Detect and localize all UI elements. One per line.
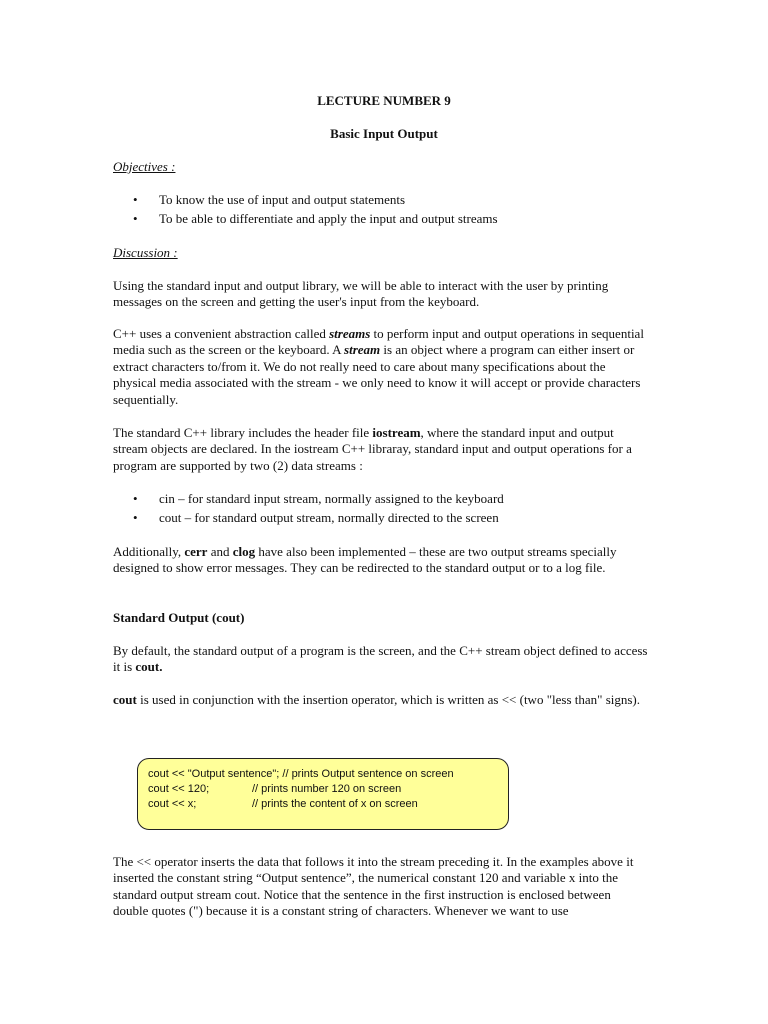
cout-paragraph-2: cout is used in conjunction with the insertion operator, which is written as << (two "less than" signs).	[113, 692, 640, 707]
discussion-paragraph-3: The standard C++ library includes the header file iostream, where the standard input and output stream objects are declared. In the iostream C++ libraray, standard input and output operations for a program are supported by two (2) data streams :	[113, 425, 632, 473]
document-page: LECTURE NUMBER 9 Basic Input Output Objectives : • To know the use of input and output statements • To be able to differentiate and apply the input and output streams Discussion : Using the standard input and output library, we will be able to interact with the user by printing messages on the screen and getting the user's input from the keyboard. C++ uses a convenient abstraction called streams to perform input and output operations in sequential media such as the screen or the keyboard. A stream is an object where a program can either insert or extract characters to/from it. We do not really need to care about many specifications about the physical media associated with the stream - we only need to know it will accept or provide characters sequentially. The standard C++ library includes the header file iostream, where the standard input and output stream objects are declared. In the iostream C++ libraray, standard input and output operations for a program are supported by two (2) data streams : • cin – for standard input stream, normally assigned to the keyboard • cout – for standard output stream, normally directed to the screen Additionally, cerr and clog have also been implemented – these are two output streams specially designed to show error messages. They can be redirected to the standard output or to a log file. Standard Output (cout) By default, the standard output of a program is the screen, and the C++ stream object defined to access it is cout. cout is used in conjunction with the insertion operator, which is written as << (two "less than" signs). cout << "Output sentence"; // prints Output sentence on screen cout << 120; // prints number 120 on screen cout << x; // prints the content of x on screen The << operator inserts the data that follows it into the stream preceding it. In the examples above it inserted the constant string “Output sentence”, the numerical constant 120 and variable x into the standard output stream cout. Notice that the sentence in the first instruction is enclosed between double quotes (") because it is a constant string of characters. Whenever we want to use	[0, 0, 768, 1024]
code-line-2: cout << 120; // prints number 120 on screen	[148, 783, 402, 795]
discussion-paragraph-2: C++ uses a convenient abstraction called streams to perform input and output operations in sequential media such as the screen or the keyboard. A stream is an object where a program can either insert or extract characters to/from it. We do not really need to care about many specifications about the physical media associated with the stream - we only need to know it will accept or provide characters sequentially.	[113, 326, 644, 407]
bullet-icon: •	[133, 211, 138, 226]
cout-section-heading: Standard Output (cout)	[113, 610, 245, 625]
code-line-3: cout << x; // prints the content of x on screen	[148, 798, 418, 810]
discussion-paragraph-1: Using the standard input and output library, we will be able to interact with the user by printing messages on the screen and getting the user's input from the keyboard.	[113, 278, 609, 310]
bullet-icon: •	[133, 510, 138, 525]
bullet-icon: •	[133, 192, 138, 207]
cout-paragraph-1: By default, the standard output of a program is the screen, and the C++ stream object defined to access it is cout.	[113, 643, 648, 675]
objectives-heading: Objectives :	[113, 159, 176, 174]
lecture-title: LECTURE NUMBER 9	[317, 93, 451, 108]
discussion-heading: Discussion :	[113, 245, 178, 260]
lecture-subtitle: Basic Input Output	[330, 126, 438, 141]
cout-paragraph-3: The << operator inserts the data that follows it into the stream preceding it. In the examples above it inserted the constant string “Output sentence”, the numerical constant 120 and variable x into the standard output stream cout. Notice that the sentence in the first instruction is enclosed between double quotes (") because it is a constant string of characters. Whenever we want to use	[113, 854, 634, 919]
discussion-paragraph-4: Additionally, cerr and clog have also been implemented – these are two output streams specially designed to show error messages. They can be redirected to the standard output or to a log file.	[113, 544, 617, 576]
bullet-icon: •	[133, 491, 138, 506]
code-line-1: cout << "Output sentence"; // prints Output sentence on screen	[148, 768, 454, 780]
